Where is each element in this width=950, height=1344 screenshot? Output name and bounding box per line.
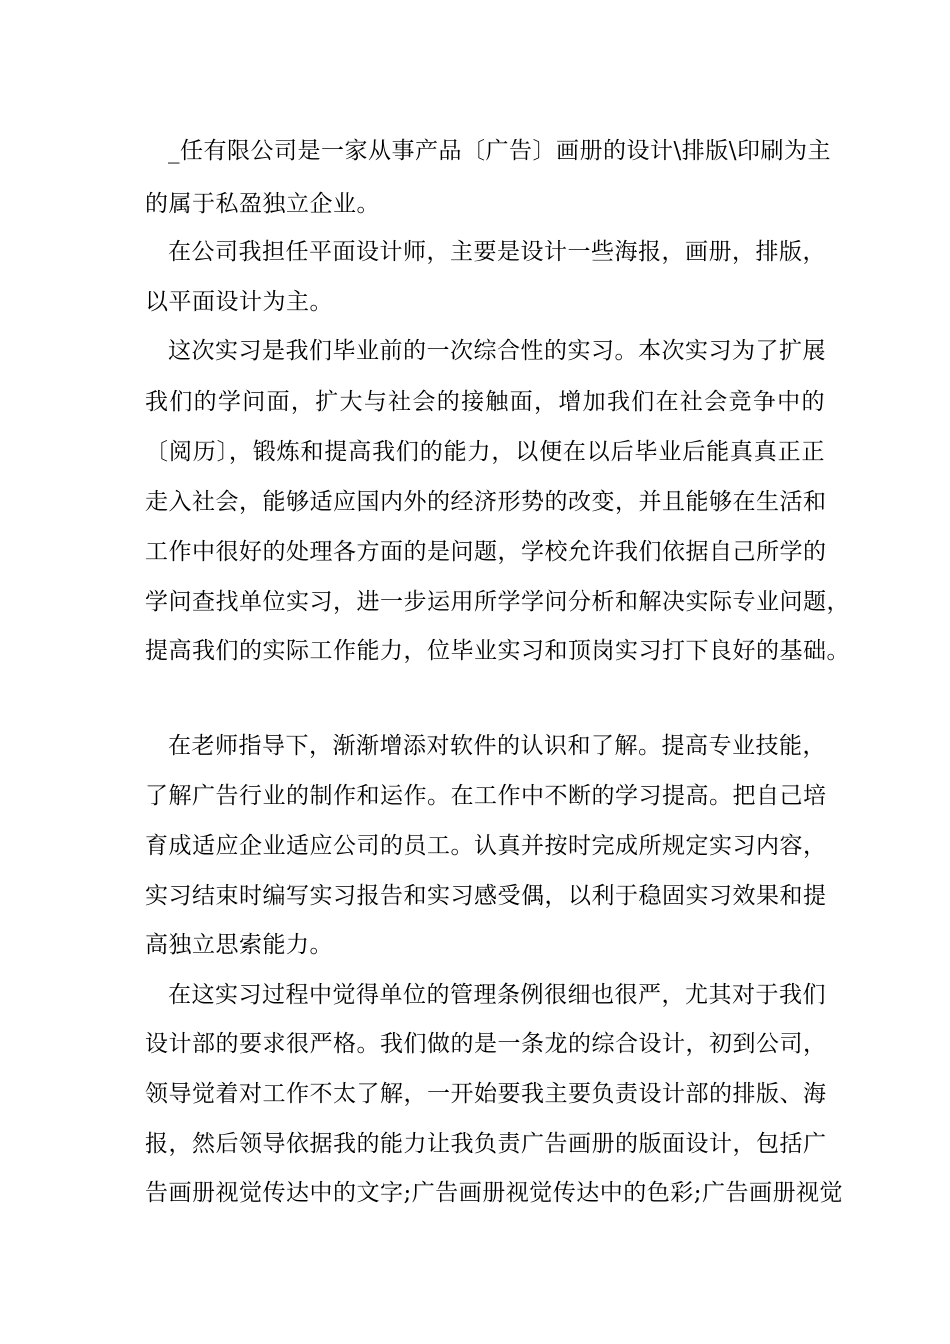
paragraph-2-line-1: 在公司我担任平面设计师，主要是设计一些海报，画册，排版， — [168, 239, 826, 265]
paragraph-3-line-1: 这次实习是我们毕业前的一次综合性的实习。本次实习为了扩展 — [168, 338, 826, 364]
paragraph-5-line-5: 告画册视觉传达中的文字;广告画册视觉传达中的色彩;广告画册视觉 — [145, 1180, 843, 1206]
paragraph-5-line-3: 领导觉着对工作不太了解，一开始要我主要负责设计部的排版、海 — [145, 1081, 827, 1107]
paragraph-5-line-4: 报，然后领导依据我的能力让我负责广告画册的版面设计，包括广 — [145, 1131, 827, 1157]
paragraph-1-line-1: _任有限公司是一家从事产品〔广告〕画册的设计\排版\印刷为主 — [168, 138, 831, 164]
paragraph-4-line-1: 在老师指导下，渐渐增添对软件的认识和了解。提高专业技能， — [168, 733, 826, 759]
paragraph-3-line-6: 学问查找单位实习，进一步运用所学学问分析和解决实际专业问题， — [145, 589, 850, 615]
paragraph-3-line-2: 我们的学问面，扩大与社会的接触面，增加我们在社会竞争中的 — [145, 389, 825, 415]
paragraph-3-line-7: 提高我们的实际工作能力，位毕业实习和顶岗实习打下良好的基础。 — [145, 638, 850, 664]
paragraph-3-line-4: 走入社会，能够适应国内外的经济形势的改变，并且能够在生活和 — [145, 489, 827, 515]
paragraph-4-line-3: 育成适应企业适应公司的员工。认真并按时完成所规定实习内容， — [145, 833, 827, 859]
paragraph-3-line-3: 〔阅历〕，锻炼和提高我们的能力，以便在以后毕业后能真真正正 — [145, 439, 825, 465]
paragraph-4-line-4: 实习结束时编写实习报告和实习感受偶，以利于稳固实习效果和提 — [145, 883, 827, 909]
paragraph-4-line-5: 高独立思索能力。 — [145, 932, 333, 958]
paragraph-2-line-2: 以平面设计为主。 — [145, 289, 333, 315]
paragraph-5-line-2: 设计部的要求很严格。我们做的是一条龙的综合设计，初到公司， — [145, 1031, 827, 1057]
paragraph-4-line-2: 了解广告行业的制作和运作。在工作中不断的学习提高。把自己培 — [145, 783, 827, 809]
paragraph-1-line-2: 的属于私盈独立企业。 — [145, 191, 380, 217]
paragraph-3-line-5: 工作中很好的处理各方面的是问题，学校允许我们依据自己所学的 — [145, 539, 827, 565]
paragraph-5-line-1: 在这实习过程中觉得单位的管理条例很细也很严，尤其对于我们 — [168, 982, 826, 1008]
